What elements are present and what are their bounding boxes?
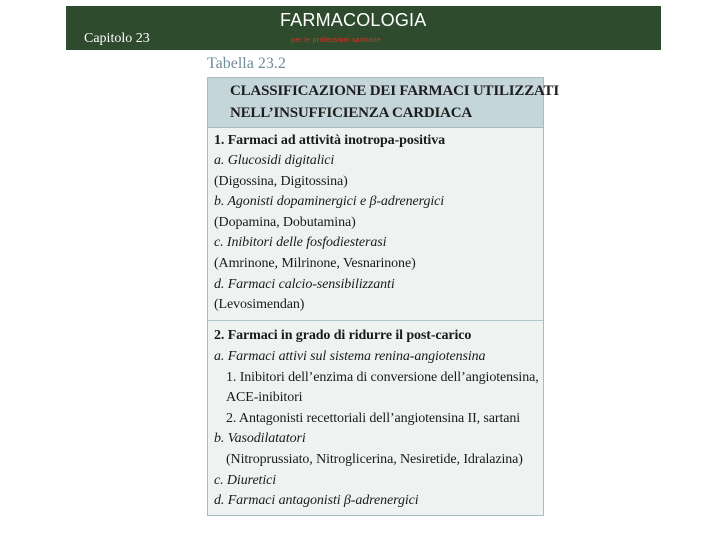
section-divider xyxy=(208,320,543,321)
table-heading xyxy=(208,78,559,128)
table-label: Tabella 23.2 xyxy=(207,55,286,72)
table-line: a. Glucosidi digitalici xyxy=(214,153,335,168)
table-line: (Levosimendan) xyxy=(214,297,305,313)
slide-title: FARMACOLOGIA xyxy=(280,10,427,30)
table-line: b. Vasodilatatori xyxy=(214,431,306,447)
table-line: (Amrinone, Milrinone, Vesnarinone) xyxy=(214,256,416,271)
chapter-label: Capitolo 23 xyxy=(84,31,150,46)
table-image xyxy=(200,50,559,520)
slide-subtitle: per le professioni sanitarie xyxy=(291,37,382,44)
table-line: d. Farmaci calcio-sensibilizzanti xyxy=(214,276,395,292)
table-heading-line: CLASSIFICAZIONE DEI FARMACI UTILIZZATI xyxy=(230,83,559,99)
table-line: b. Agonisti dopaminergici e β-adrenergici xyxy=(214,194,445,210)
table-line: (Nitroprussiato, Nitroglicerina, Nesiretide, Idralazina) xyxy=(226,452,523,467)
table-line: c. Inibitori delle fosfodiesterasi xyxy=(214,235,387,251)
table-line: c. Diuretici xyxy=(214,472,277,488)
section-title: 1. Farmaci ad attività inotropa-positiva xyxy=(214,133,446,148)
section-title: 2. Farmaci in grado di ridurre il post-carico xyxy=(214,328,472,343)
table-line: 1. Inibitori dell’enzima di conversione dell’angiotensina, xyxy=(226,369,539,385)
table-heading-line: NELL’INSUFFICIENZA CARDIACA xyxy=(230,105,473,121)
table-line: a. Farmaci attivi sul sistema renina-angiotensina xyxy=(214,349,486,364)
table-line: ACE-inibitori xyxy=(226,390,303,406)
table-box xyxy=(207,77,559,516)
table-line: d. Farmaci antagonisti β-adrenergici xyxy=(214,493,419,509)
table-line: 2. Antagonisti recettoriali dell’angiotensina II, sartani xyxy=(226,410,521,426)
table-line: (Digossina, Digitossina) xyxy=(214,173,348,189)
table-line: (Dopamina, Dobutamina) xyxy=(214,214,356,230)
